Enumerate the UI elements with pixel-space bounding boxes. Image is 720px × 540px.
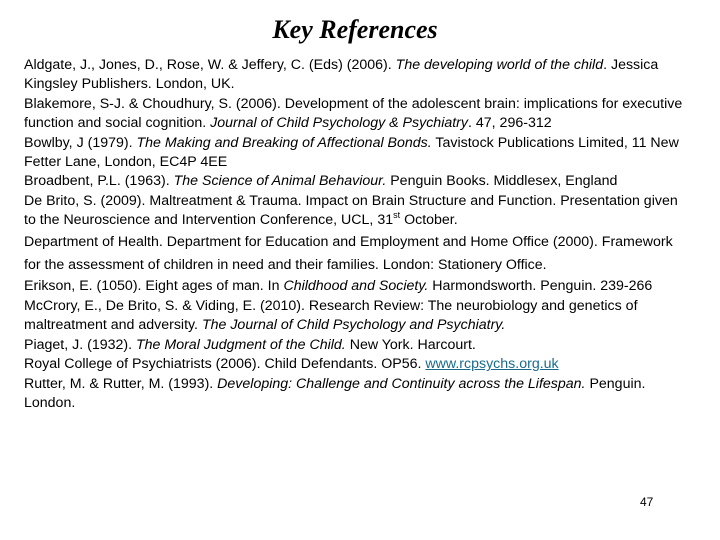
- reference-item: Erikson, E. (1050). Eight ages of man. In Childhood and Society. Harmondsworth. Penguin. 239-266: [24, 278, 653, 295]
- reference-item: Aldgate, J., Jones, D., Rose, W. & Jeffery, C. (Eds) (2006). The developing world of the child. Jessica Kingsley Publishers. London, UK.: [24, 57, 659, 93]
- reference-item: De Brito, S. (2009). Maltreatment & Trauma. Impact on Brain Structure and Function. Presentation given to the Neuroscience and Intervention Conference, UCL, 31st October.: [24, 192, 678, 229]
- reference-item: Broadbent, P.L. (1963). The Science of Animal Behaviour. Penguin Books. Middlesex, England: [24, 173, 618, 190]
- reference-item: Royal College of Psychiatrists (2006). Child Defendants. OP56. www.rcpsychs.org.uk: [24, 356, 559, 373]
- reference-item: Bowlby, J (1979). The Making and Breaking of Affectional Bonds. Tavistock Publications Limited, 11 New Fetter Lane, London, EC4P 4EE: [24, 134, 679, 171]
- reference-item: McCrory, E., De Brito, S. & Viding, E. (2010). Research Review: The neurobiology and genetics of maltreatment and adversity. The Journal of Child Psychology and Psychiatry.: [24, 297, 638, 334]
- reference-item: Rutter, M. & Rutter, M. (1993). Developing: Challenge and Continuity across the Lifespan. Penguin. London.: [24, 375, 646, 411]
- page-number: 47: [640, 495, 654, 509]
- reference-list: [24, 56, 684, 413]
- reference-item: Department of Health. Department for Education and Employment and Home Office (2000). Framework for the assessment of children in need and their families. London: Stationery Office.: [24, 233, 673, 274]
- reference-item: Blakemore, S-J. & Choudhury, S. (2006). Development of the adolescent brain: implications for executive function and social cognition. Journal of Child Psychology & Psychiatry. 47, 296-312: [24, 95, 683, 132]
- reference-item: Piaget, J. (1932). The Moral Judgment of the Child. New York. Harcourt.: [24, 336, 476, 353]
- slide-title: Key References: [272, 15, 438, 44]
- reference-link[interactable]: www.rcpsychs.org.uk: [425, 356, 559, 373]
